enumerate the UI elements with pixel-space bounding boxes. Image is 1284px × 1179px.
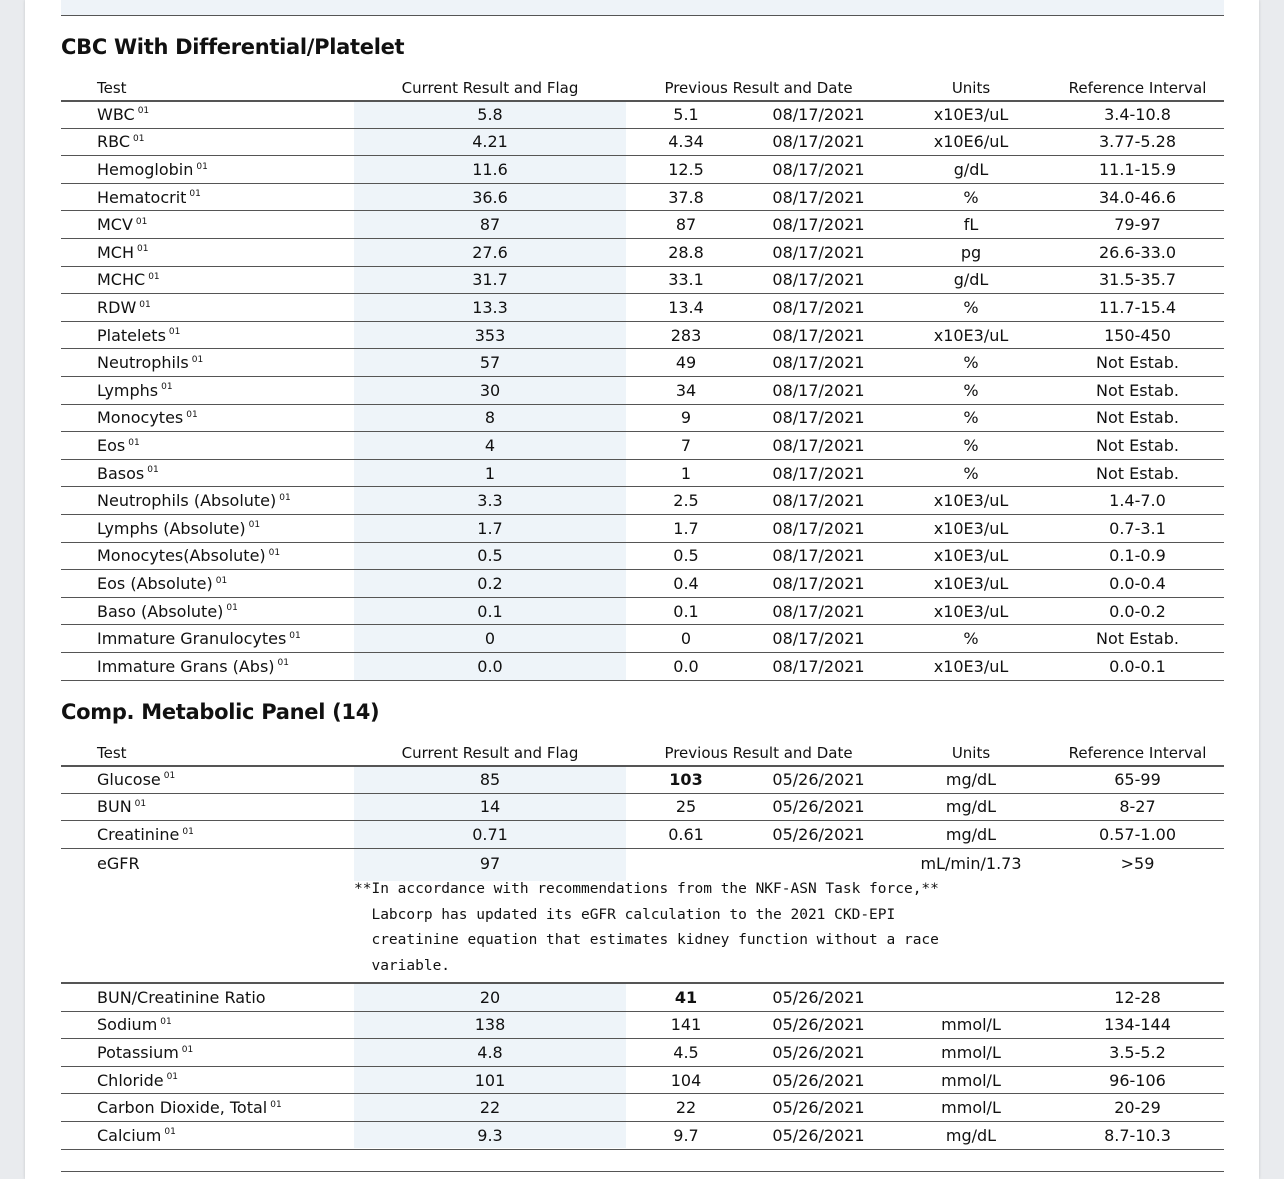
- reference-interval: 8-27: [1119, 797, 1156, 817]
- egfr-footnote-line: creatinine equation that estimates kidney function without a race: [354, 932, 939, 948]
- units: x10E3/uL: [933, 573, 1009, 593]
- current-result: 4.8: [477, 1042, 503, 1062]
- lab-code-superscript: 01: [277, 658, 289, 669]
- lab-code-superscript: 01: [134, 799, 147, 810]
- test-name-text: MCH: [97, 242, 135, 262]
- test-name-text: MCV: [97, 215, 133, 235]
- previous-date: 05/26/2021: [772, 1125, 865, 1145]
- units: x10E3/uL: [933, 518, 1009, 538]
- previous-date: 08/17/2021: [772, 546, 865, 566]
- test-name: [61, 629, 354, 648]
- lab-code-superscript: 01: [268, 548, 281, 559]
- units: x10E3/uL: [933, 546, 1009, 566]
- test-name-text: BUN/Creatinine Ratio: [97, 987, 266, 1007]
- reference-interval: 0.57-1.00: [1098, 824, 1177, 844]
- previous-date: 05/26/2021: [772, 1015, 865, 1035]
- previous-result: 9: [680, 408, 692, 428]
- reference-interval: 134-144: [1104, 1015, 1171, 1035]
- test-name: [61, 270, 354, 289]
- test-name-text: RBC: [97, 132, 130, 152]
- lab-code-superscript: 01: [147, 465, 159, 476]
- previous-result: 141: [670, 1015, 702, 1035]
- units: %: [963, 408, 979, 428]
- reference-interval: 79-97: [1114, 215, 1161, 235]
- test-name: [61, 491, 354, 510]
- units: g/dL: [953, 270, 989, 290]
- lab-code-superscript: 01: [279, 492, 291, 503]
- previous-result: 25: [675, 797, 697, 817]
- previous-date: 08/17/2021: [772, 242, 865, 262]
- units: %: [963, 629, 979, 649]
- units: g/dL: [953, 159, 989, 179]
- test-name: [61, 1071, 354, 1090]
- current-result: 14: [479, 797, 501, 817]
- test-name: [61, 408, 354, 427]
- current-result: 97: [479, 854, 501, 873]
- reference-interval: 3.5-5.2: [1109, 1042, 1166, 1062]
- header-previous: Previous Result and Date: [664, 744, 853, 762]
- header-reference: Reference Interval: [1068, 744, 1207, 762]
- previous-date: 05/26/2021: [772, 1070, 865, 1090]
- current-result: 31.7: [472, 270, 508, 290]
- lab-code-superscript: 01: [248, 520, 261, 531]
- cbc-section-title: CBC With Differential/Platelet: [61, 35, 405, 59]
- table-row: [61, 1122, 1224, 1150]
- current-result: 0.5: [477, 546, 503, 566]
- test-name: [61, 132, 354, 151]
- current-result: 138: [474, 1015, 506, 1035]
- previous-result: 49: [675, 353, 697, 373]
- previous-result: 5.1: [673, 104, 699, 124]
- previous-result: 1: [680, 463, 692, 483]
- units: x10E3/uL: [933, 491, 1009, 511]
- table-row: [61, 794, 1224, 822]
- previous-result: 0.5: [673, 546, 699, 566]
- reference-interval: Not Estab.: [1096, 463, 1179, 483]
- lab-code-superscript: 01: [189, 189, 201, 200]
- units: mg/dL: [945, 1125, 997, 1145]
- previous-result: 2.5: [673, 491, 699, 511]
- reference-interval: >59: [1120, 854, 1155, 873]
- reference-interval: 150-450: [1104, 325, 1171, 345]
- test-name-text: Chloride: [97, 1070, 164, 1090]
- test-name: [61, 243, 354, 262]
- reference-interval: 96-106: [1109, 1070, 1166, 1090]
- units: x10E3/uL: [933, 656, 1009, 676]
- test-name: [61, 825, 354, 844]
- table-row: [61, 487, 1224, 515]
- header-current: Current Result and Flag: [401, 79, 579, 97]
- test-name-text: Neutrophils: [97, 353, 189, 373]
- table-row: [61, 211, 1224, 239]
- units: pg: [960, 242, 982, 262]
- reference-interval: Not Estab.: [1096, 353, 1179, 373]
- units: mmol/L: [941, 1015, 1001, 1035]
- report-page: [25, 0, 1259, 1179]
- reference-interval: 3.4-10.8: [1104, 104, 1171, 124]
- test-name: [61, 464, 354, 483]
- test-name-text: Monocytes(Absolute): [97, 546, 266, 566]
- test-name-text: Immature Grans (Abs): [97, 656, 275, 676]
- previous-result: 7: [680, 435, 692, 455]
- current-result: 4.21: [472, 132, 508, 152]
- previous-date: 08/17/2021: [772, 435, 865, 455]
- header-test: Test: [97, 79, 127, 97]
- previous-date: 08/17/2021: [772, 380, 865, 400]
- current-result: 1: [484, 463, 496, 483]
- test-name-text: Neutrophils (Absolute): [97, 491, 277, 511]
- table-row: [61, 598, 1224, 626]
- test-name: [61, 1015, 354, 1034]
- table-row: [61, 1067, 1224, 1095]
- previous-result: 0.1: [673, 601, 699, 621]
- test-name-text: Eos: [97, 435, 126, 455]
- test-name-text: MCHC: [97, 270, 146, 290]
- reference-interval: Not Estab.: [1096, 380, 1179, 400]
- previous-date: 08/17/2021: [772, 132, 865, 152]
- test-name-text: Basos: [97, 463, 145, 483]
- lab-code-superscript: 01: [215, 575, 228, 586]
- test-name-text: Monocytes: [97, 408, 184, 428]
- units: x10E3/uL: [933, 104, 1009, 124]
- header-units: Units: [951, 744, 991, 762]
- current-result: 87: [479, 215, 501, 235]
- previous-result: 33.1: [668, 270, 704, 290]
- previous-date: 08/17/2021: [772, 104, 865, 124]
- previous-result: 12.5: [668, 159, 704, 179]
- reference-interval: Not Estab.: [1096, 629, 1179, 649]
- previous-date: 05/26/2021: [772, 1098, 865, 1118]
- current-result: 5.8: [477, 104, 503, 124]
- test-name-text: Lymphs: [97, 380, 159, 400]
- previous-date: 08/17/2021: [772, 159, 865, 179]
- test-name-text: Eos (Absolute): [97, 573, 213, 593]
- previous-date: 08/17/2021: [772, 629, 865, 649]
- reference-interval: 0.0-0.4: [1109, 573, 1166, 593]
- previous-date: 08/17/2021: [772, 656, 865, 676]
- test-name: [61, 1098, 354, 1117]
- test-name: [61, 381, 354, 400]
- test-name-text: Hemoglobin: [97, 159, 194, 179]
- units: %: [963, 353, 979, 373]
- test-name: [61, 519, 354, 538]
- lab-code-superscript: 01: [164, 1127, 176, 1138]
- lab-code-superscript: 01: [163, 771, 176, 782]
- previous-date: 08/17/2021: [772, 215, 865, 235]
- previous-result: 9.7: [673, 1125, 699, 1145]
- previous-result: 0.0: [673, 656, 699, 676]
- current-result: 13.3: [472, 297, 508, 317]
- previous-date: 08/17/2021: [772, 297, 865, 317]
- current-result: 36.6: [472, 187, 508, 207]
- previous-date: 08/17/2021: [772, 325, 865, 345]
- cmp-section-title: Comp. Metabolic Panel (14): [61, 700, 380, 724]
- previous-date: 05/26/2021: [772, 1042, 865, 1062]
- previous-result: 34: [675, 380, 697, 400]
- table-row: [61, 460, 1224, 488]
- header-reference: Reference Interval: [1068, 79, 1207, 97]
- table-row: [61, 984, 1224, 1012]
- previous-result: 37.8: [668, 187, 704, 207]
- test-name-text: Baso (Absolute): [97, 601, 224, 621]
- test-name: [61, 215, 354, 234]
- test-name-text: Platelets: [97, 325, 166, 345]
- previous-result: 4.5: [673, 1042, 699, 1062]
- table-row: [61, 405, 1224, 433]
- reference-interval: Not Estab.: [1096, 408, 1179, 428]
- test-name: [61, 1126, 354, 1145]
- test-name: [61, 602, 354, 621]
- previous-date: 08/17/2021: [772, 463, 865, 483]
- test-name: [61, 188, 354, 207]
- previous-result: 87: [675, 215, 697, 235]
- lab-code-superscript: 01: [135, 216, 148, 227]
- test-name: [61, 298, 354, 317]
- units: %: [963, 380, 979, 400]
- lab-code-superscript: 01: [128, 437, 140, 448]
- lab-code-superscript: 01: [161, 382, 173, 393]
- table-row: [61, 1039, 1224, 1067]
- table-row: [61, 184, 1224, 212]
- lab-code-superscript: 01: [160, 1017, 172, 1028]
- test-name: [61, 797, 354, 816]
- cmp-table-header: [61, 741, 1224, 767]
- test-name: [61, 546, 354, 565]
- page-bottom-rule: [61, 1171, 1224, 1172]
- table-row: [61, 766, 1224, 794]
- previous-date: 08/17/2021: [772, 491, 865, 511]
- reference-interval: 1.4-7.0: [1109, 491, 1166, 511]
- previous-date: 08/17/2021: [772, 518, 865, 538]
- current-result: 8: [484, 408, 496, 428]
- previous-date: 08/17/2021: [772, 408, 865, 428]
- test-name-text: Glucose: [97, 769, 161, 789]
- units: mmol/L: [941, 1070, 1001, 1090]
- current-result: 9.3: [477, 1125, 503, 1145]
- header-previous: Previous Result and Date: [664, 79, 853, 97]
- table-row: [61, 1012, 1224, 1040]
- units: %: [963, 435, 979, 455]
- table-row: [61, 129, 1224, 157]
- previous-result: 4.34: [668, 132, 704, 152]
- previous-date: 08/17/2021: [772, 601, 865, 621]
- lab-code-superscript: 01: [196, 161, 208, 172]
- reference-interval: 11.1-15.9: [1098, 159, 1177, 179]
- lab-code-superscript: 01: [168, 327, 181, 338]
- table-row: [61, 570, 1224, 598]
- previous-result: 283: [670, 325, 702, 345]
- current-result: 4: [484, 435, 496, 455]
- previous-date: 08/17/2021: [772, 187, 865, 207]
- table-row: [61, 377, 1224, 405]
- table-row: [61, 515, 1224, 543]
- test-name: [61, 1043, 354, 1062]
- test-name: [61, 988, 354, 1007]
- test-name-text: Calcium: [97, 1125, 162, 1145]
- previous-result: 28.8: [668, 242, 704, 262]
- previous-date: 05/26/2021: [772, 769, 865, 789]
- current-result: 1.7: [477, 518, 503, 538]
- table-row: [61, 625, 1224, 653]
- header-units: Units: [951, 79, 991, 97]
- current-result: 0: [484, 629, 496, 649]
- current-result: 85: [479, 769, 501, 789]
- lab-code-superscript: 01: [137, 106, 150, 117]
- previous-date: 08/17/2021: [772, 353, 865, 373]
- reference-interval: 31.5-35.7: [1098, 270, 1177, 290]
- previous-date: 05/26/2021: [772, 824, 865, 844]
- lab-code-superscript: 01: [191, 354, 204, 365]
- units: mL/min/1.73: [920, 854, 1022, 873]
- previous-result: 0.61: [668, 824, 704, 844]
- reference-interval: 0.7-3.1: [1109, 518, 1166, 538]
- reference-interval: 8.7-10.3: [1104, 1125, 1171, 1145]
- reference-interval: 12-28: [1114, 987, 1161, 1007]
- table-row: [61, 294, 1224, 322]
- current-result: 0.71: [472, 824, 508, 844]
- cbc-table-header: [61, 76, 1224, 102]
- table-row: [61, 1094, 1224, 1122]
- header-current: Current Result and Flag: [401, 744, 579, 762]
- current-result: 22: [479, 1098, 501, 1118]
- reference-interval: Not Estab.: [1096, 435, 1179, 455]
- lab-code-superscript: 01: [289, 630, 301, 641]
- previous-result: 0.4: [673, 573, 699, 593]
- test-name-text: Sodium: [97, 1015, 158, 1035]
- units: mmol/L: [941, 1042, 1001, 1062]
- table-row: [61, 267, 1224, 295]
- table-row: [61, 543, 1224, 571]
- reference-interval: 20-29: [1114, 1098, 1161, 1118]
- test-name: [61, 657, 354, 676]
- egfr-footnote-line: Labcorp has updated its eGFR calculation to the 2021 CKD-EPI: [354, 906, 896, 923]
- units: x10E3/uL: [933, 601, 1009, 621]
- reference-interval: 3.77-5.28: [1098, 132, 1177, 152]
- previous-result: 1.7: [673, 518, 699, 538]
- reference-interval: 0.1-0.9: [1109, 546, 1166, 566]
- table-row: [61, 322, 1224, 350]
- test-name: [61, 436, 354, 455]
- units: mg/dL: [945, 797, 997, 817]
- units: fL: [963, 215, 979, 235]
- test-name: [61, 160, 354, 179]
- table-row: [61, 432, 1224, 460]
- header-test: Test: [97, 744, 127, 762]
- previous-date: 08/17/2021: [772, 270, 865, 290]
- reference-interval: 0.0-0.2: [1109, 601, 1166, 621]
- current-result: 27.6: [472, 242, 508, 262]
- units: %: [963, 187, 979, 207]
- previous-result: 103: [669, 769, 703, 789]
- previous-result: 0: [680, 629, 692, 649]
- current-result: 30: [479, 380, 501, 400]
- table-row: [61, 653, 1224, 681]
- table-row: [61, 156, 1224, 184]
- current-result: 20: [479, 987, 501, 1007]
- table-row: [61, 349, 1224, 377]
- test-name-text: WBC: [97, 104, 135, 124]
- top-band: [61, 0, 1224, 16]
- units: mmol/L: [941, 1098, 1001, 1118]
- units: x10E6/uL: [933, 132, 1009, 152]
- previous-result: 13.4: [668, 297, 704, 317]
- test-name-text: BUN: [97, 797, 132, 817]
- test-name-text: Immature Granulocytes: [97, 629, 287, 649]
- current-result: 101: [474, 1070, 506, 1090]
- test-name: [61, 770, 354, 789]
- current-result: 0.1: [477, 601, 503, 621]
- test-name: [61, 574, 354, 593]
- test-name-text: Hematocrit: [97, 187, 187, 207]
- previous-result: 22: [675, 1098, 697, 1118]
- reference-interval: 26.6-33.0: [1098, 242, 1177, 262]
- lab-code-superscript: 01: [226, 603, 238, 614]
- table-row: [61, 101, 1224, 129]
- test-name-text: Creatinine: [97, 824, 180, 844]
- egfr-footnote-line: variable.: [354, 957, 451, 974]
- reference-interval: 65-99: [1114, 769, 1161, 789]
- lab-code-superscript: 01: [139, 299, 151, 310]
- reference-interval: 11.7-15.4: [1098, 297, 1177, 317]
- reference-interval: 34.0-46.6: [1098, 187, 1177, 207]
- test-name-text: Potassium: [97, 1042, 179, 1062]
- lab-code-superscript: 01: [181, 1044, 194, 1055]
- current-result: 353: [474, 325, 506, 345]
- test-name: eGFR: [97, 854, 140, 873]
- reference-interval: 0.0-0.1: [1109, 656, 1166, 676]
- lab-code-superscript: 01: [132, 134, 145, 145]
- test-name-text: Lymphs (Absolute): [97, 518, 246, 538]
- lab-code-superscript: 01: [137, 244, 149, 255]
- test-name-text: RDW: [97, 297, 137, 317]
- table-row: [61, 821, 1224, 849]
- test-name: [61, 326, 354, 345]
- lab-code-superscript: 01: [182, 826, 194, 837]
- table-row: [61, 239, 1224, 267]
- current-result: 3.3: [477, 491, 503, 511]
- previous-date: 05/26/2021: [772, 797, 865, 817]
- previous-result: 41: [674, 987, 698, 1007]
- test-name: [61, 353, 354, 372]
- current-result: 11.6: [472, 159, 508, 179]
- previous-result: 104: [670, 1070, 702, 1090]
- test-name-text: Carbon Dioxide, Total: [97, 1098, 268, 1118]
- current-result: 0.2: [477, 573, 503, 593]
- test-name: [61, 105, 354, 124]
- current-result: 57: [479, 353, 501, 373]
- previous-date: 05/26/2021: [772, 987, 865, 1007]
- egfr-footnote-line: **In accordance with recommendations from the NKF-ASN Task force,**: [354, 881, 939, 897]
- current-result: 0.0: [477, 656, 503, 676]
- units: mg/dL: [945, 824, 997, 844]
- previous-date: 08/17/2021: [772, 573, 865, 593]
- units: mg/dL: [945, 769, 997, 789]
- units: x10E3/uL: [933, 325, 1009, 345]
- units: %: [963, 463, 979, 483]
- lab-code-superscript: 01: [166, 1072, 179, 1083]
- lab-code-superscript: 01: [270, 1099, 282, 1110]
- units: %: [963, 297, 979, 317]
- egfr-footnote: [354, 877, 939, 979]
- lab-code-superscript: 01: [186, 410, 198, 421]
- lab-code-superscript: 01: [148, 272, 160, 283]
